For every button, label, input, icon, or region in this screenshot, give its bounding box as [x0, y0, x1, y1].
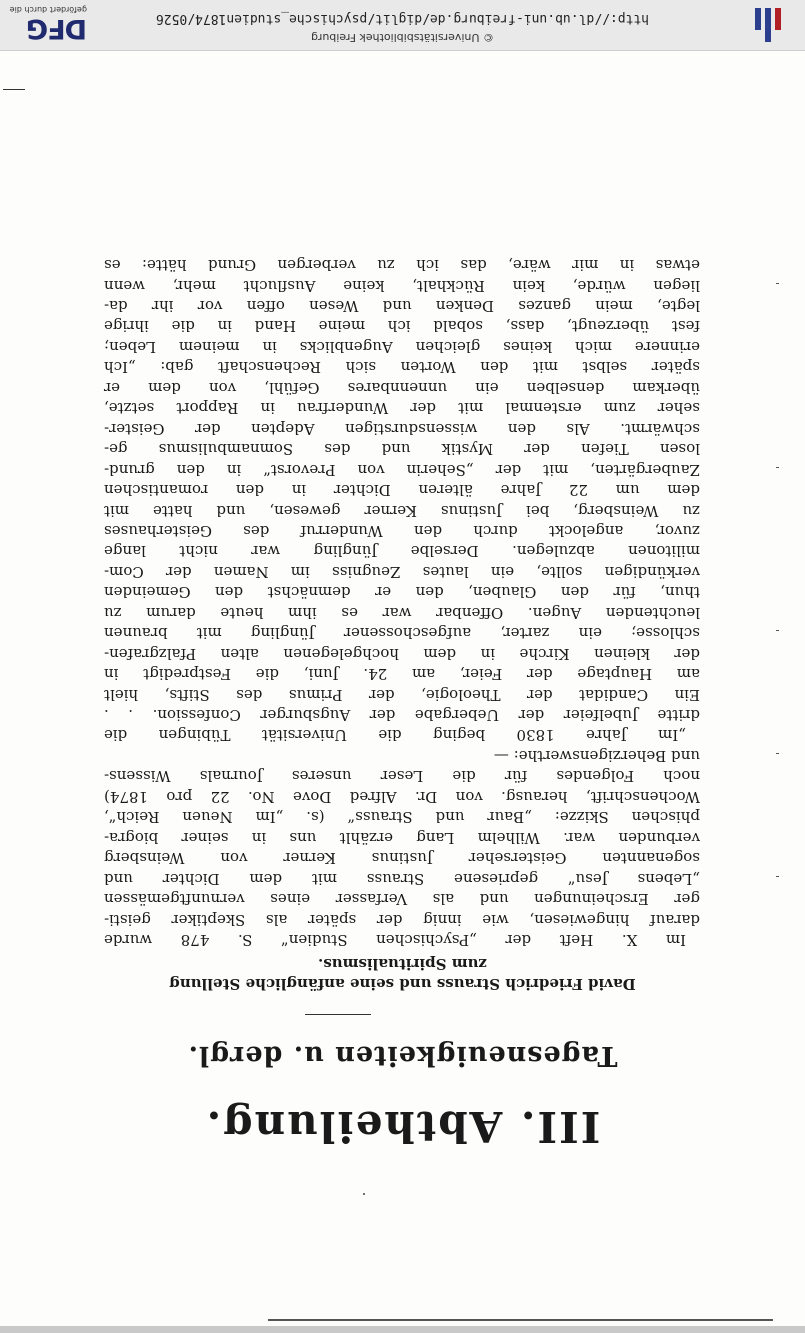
body-text-line: dem um 22 Jahre älteren Dichter in den romantischen [104, 481, 700, 500]
article-title-line-2: zum Spiritualismus. [318, 955, 487, 973]
body-text-line: darauf hingewiesen, wie innig der später als Skeptiker geisti- [104, 910, 700, 929]
body-text-line: zuvor, angelockt durch den Wunderruf des Geisterhauses [104, 522, 700, 540]
body-text-line: Wochenschrift, herausg. von Dr. Alfred Dove No. 22 pro 1874) [104, 787, 700, 806]
permalink-url[interactable]: http://dl.ub.uni-freiburg.de/diglit/psychische_studien1874/0526 [155, 11, 650, 26]
body-text-line: verbunden war. Wilhelm Lang erzählt uns in seiner biogra- [104, 828, 700, 847]
viewer-footer [0, 0, 805, 51]
body-text-line: „Lebens Jesu“ gepriesene Strauss mit dem Dichter und [104, 869, 700, 888]
body-text-line: Zaubergärten, mit der „Seherin von Prevorst“ in den grund- [104, 460, 700, 479]
body-text-line: verkündigen sollte, ein lautes Zeugniss im Namen der Com- [104, 562, 700, 581]
body-text-line: thun, für den Glauben, den er demnächst den Gemeinden [104, 583, 700, 602]
body-text-line: losen Tiefen der Mystik und des Somnambulismus ge- [104, 440, 700, 459]
body-text-line: „Im Jahre 1830 beging die Universität Tübingen die [104, 726, 686, 745]
page-top-rule [268, 1319, 773, 1321]
margin-tick [776, 283, 779, 284]
section-heading: III. Abtheilung. [204, 1102, 601, 1151]
dfg-logo-letters: DFG [26, 13, 87, 44]
scan-speck [363, 1193, 365, 1195]
body-text-line: schlosse; ein zarter, aufgeschossener Jüngling mit braunen [104, 624, 700, 643]
margin-tick [776, 876, 779, 877]
body-text-line: legte, mein ganzes Denken und Wesen offen vor ihr da- [104, 297, 700, 316]
subsection-heading: Tagesneuigkeiten u. dergl. [187, 1040, 618, 1071]
margin-tick [776, 630, 779, 631]
body-text-line: sogenannten Geisterseher Justinus Kerner von Weinsberg [104, 849, 700, 868]
body-text-line: der kleinen Kirche in dem hochgelegenen alten Pfalzgrafen- [104, 644, 700, 663]
body-text-line: liegen würde, kein Rückhalt, keine Ausflucht mehr, wenn [104, 276, 700, 295]
copyright-notice: © Universitätsbibliothek Freiburg [311, 31, 494, 44]
dfg-logo[interactable] [5, 2, 87, 48]
body-text-line: leuchtenden Augen. Offenbar war es ihm heute darum zu [104, 603, 700, 622]
body-text-line: fest überzeugt, dass, sobald ich meine Hand in die ihrige [104, 317, 700, 336]
body-text-line: militonen abzulegen. Derselbe Jüngling war nicht lange [104, 542, 700, 561]
margin-mark [3, 89, 25, 90]
dfg-sponsor-text: gefördert durch die [9, 5, 87, 14]
body-text-line: am Hauptage der Feier, am 24. Juni, die Festpredigt in [104, 665, 700, 684]
body-text-line: erinnere mich keines gleichen Augenblicks in meinem Leben; [104, 337, 700, 356]
body-text-line: und Beherzigenswerthe: — [493, 746, 700, 765]
body-text-line: ger Erscheinungen und als Verfasser eines vernunftgemässen [104, 890, 700, 909]
heading-separator [305, 1014, 371, 1015]
body-text-line: Ein Candidat der Theologie, der Primus des Stifts, hielt [104, 685, 700, 704]
article-title-line-1: David Friedrich Strauss und seine anfängliche Stellung [169, 975, 636, 993]
margin-tick [776, 467, 779, 468]
body-text-line: dritte Jubelfeier der Uebergabe der Augsburger Confession. . . [104, 706, 700, 725]
body-text-line: Im X. Heft der „Psychischen Studien“ S. 478 wurde [104, 931, 686, 949]
scan-edge-bar [0, 1326, 805, 1333]
body-text-line: seher zum erstenmal mit der Wunderfrau in Rapport setzte, [104, 399, 700, 418]
body-text-line: phischen Skizze: „Baur und Strauss“ (s. „Im Neuen Reich“, [104, 808, 700, 827]
body-text-line: später selbst mit den Worten sich Rechenschaft gab: „Ich [104, 358, 700, 377]
body-text-line: noch Folgendes für die Leser unseres Journals Wissens- [104, 767, 700, 786]
body-text-line: etwas in mir wäre, das ich zu verbergen Grund hätte: es [104, 256, 700, 275]
body-text-line: überkam denselben ein unnennbares Gefühl, von dem er [104, 378, 700, 397]
body-text-line: zu Weinsberg, bei Justinus Kerner gewesen, und hatte mit [104, 501, 700, 520]
body-text-line: schwärmt. Als den wissensdurstigen Adepten der Geister- [104, 419, 700, 438]
margin-tick [776, 753, 779, 754]
